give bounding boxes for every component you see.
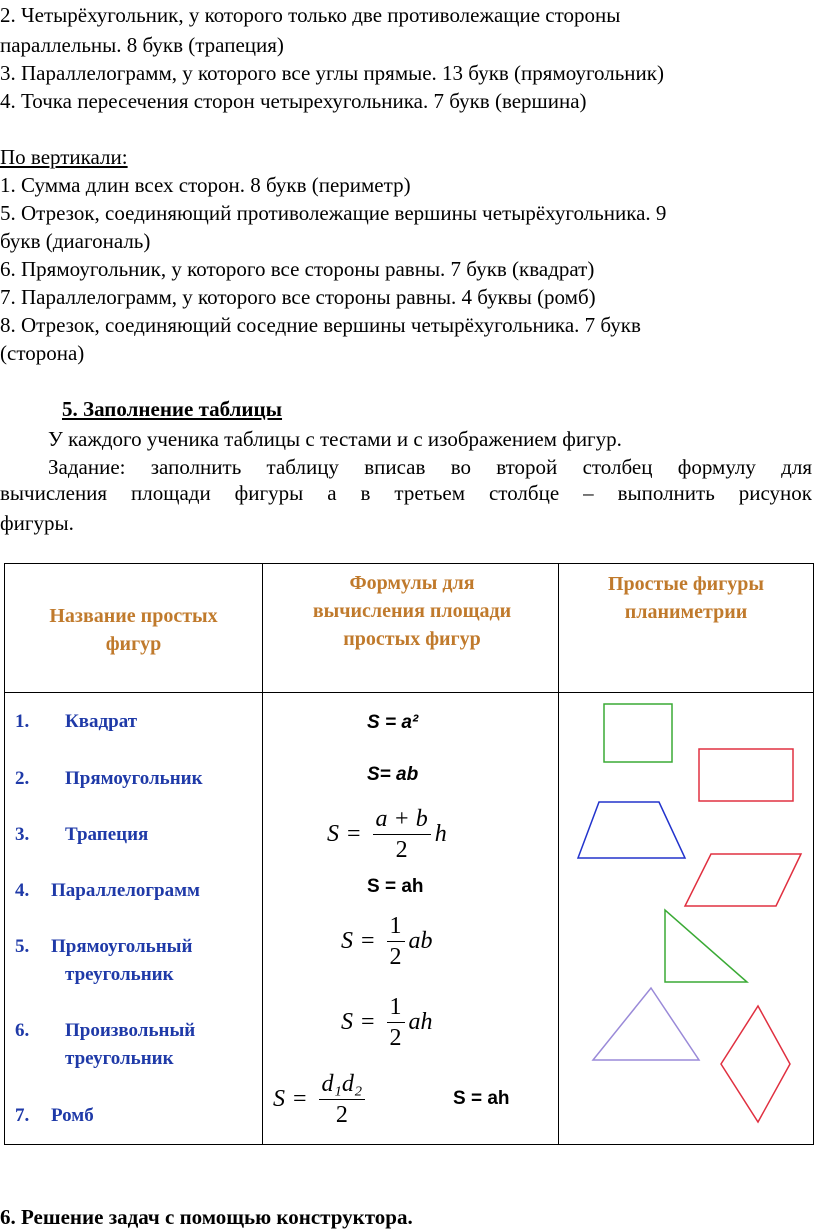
paragraph-2: [0, 454, 812, 506]
formula-triangle: S = $\frac{1}{2}$ ah: [341, 994, 433, 1051]
row-rectangle: 2. Прямоугольник: [15, 768, 203, 789]
paragraph-2-last: фигуры.: [0, 511, 74, 535]
formula-parallelogram: S = ah: [367, 876, 424, 897]
rhombus-shape: [721, 1006, 790, 1122]
vertical-line-5: 7. Параллелограмм, у которого все стороны равны. 4 буквы (ромб): [0, 285, 596, 309]
paragraph-2-line-1: Задание: заполнить таблицу вписав во второй столбец формулу для: [48, 455, 812, 479]
trapezoid-shape: [578, 802, 685, 858]
header-formulas: Формулы для вычисления площади простых фигур: [312, 572, 512, 650]
square-shape: [604, 704, 672, 762]
vertical-heading: По вертикали:: [0, 145, 128, 169]
row-rhombus: 7. Ромб: [15, 1105, 94, 1126]
figures-drawing: [5, 564, 815, 1146]
paragraph-1: У каждого ученика таблицы с тестами и с изображением фигур.: [48, 427, 622, 451]
rectangle-shape: [699, 749, 793, 801]
formula-rhombus-alt: S = ah: [453, 1088, 510, 1109]
figures-table: [4, 563, 814, 1145]
vertical-line-6: 8. Отрезок, соединяющий соседние вершины четырёхугольника. 7 букв: [0, 313, 641, 337]
vertical-line-4: 6. Прямоугольник, у которого все стороны равны. 7 букв (квадрат): [0, 257, 595, 281]
formula-square: S = a²: [367, 712, 419, 733]
right-triangle-shape: [665, 910, 747, 982]
formula-trapezoid: S = $\frac{a + b}{2}$ h: [327, 806, 447, 863]
triangle-shape: [593, 988, 699, 1060]
row-parallelogram: 4. Параллелограмм: [15, 880, 201, 901]
intro-line-2: параллельны. 8 букв (трапеция): [0, 33, 284, 57]
row-trapezoid: 3. Трапеция: [15, 824, 149, 845]
parallelogram-shape: [685, 854, 801, 906]
paragraph-2-line-2: вычисления площади фигуры а в третьем столбце – выполнить рисунок: [0, 481, 812, 505]
row-right-triangle: 5. Прямоугольный треугольник: [15, 936, 193, 985]
intro-line-3: 3. Параллелограмм, у которого все углы прямые. 13 букв (прямоугольник): [0, 61, 664, 85]
section5-title: 5. Заполнение таблицы: [62, 397, 283, 421]
header-figure-names: Название простых фигур: [49, 605, 218, 655]
section6-title: 6. Решение задач с помощью конструктора.: [0, 1205, 413, 1229]
vertical-line-2: 5. Отрезок, соединяющий противолежащие вершины четырёхугольника. 9: [0, 201, 667, 225]
vertical-line-7: (сторона): [0, 341, 85, 365]
formula-right-triangle: S = $\frac{1}{2}$ ab: [341, 913, 433, 970]
formula-rectangle: S= ab: [367, 764, 419, 785]
row-square: 1. Квадрат: [15, 711, 138, 732]
intro-line-4: 4. Точка пересечения сторон четырехугольника. 7 букв (вершина): [0, 89, 587, 113]
intro-line-1: 2. Четырёхугольник, у которого только две противолежащие стороны: [0, 3, 621, 27]
vertical-line-3: букв (диагональ): [0, 229, 151, 253]
vertical-line-1: 1. Сумма длин всех сторон. 8 букв (периметр): [0, 173, 411, 197]
header-figures: Простые фигуры планиметрии: [607, 573, 765, 623]
row-triangle: 6. Произвольный треугольник: [15, 1020, 196, 1069]
formula-rhombus: S = $\frac{\text{d₁d₂}}{2}$: [273, 1069, 369, 1130]
